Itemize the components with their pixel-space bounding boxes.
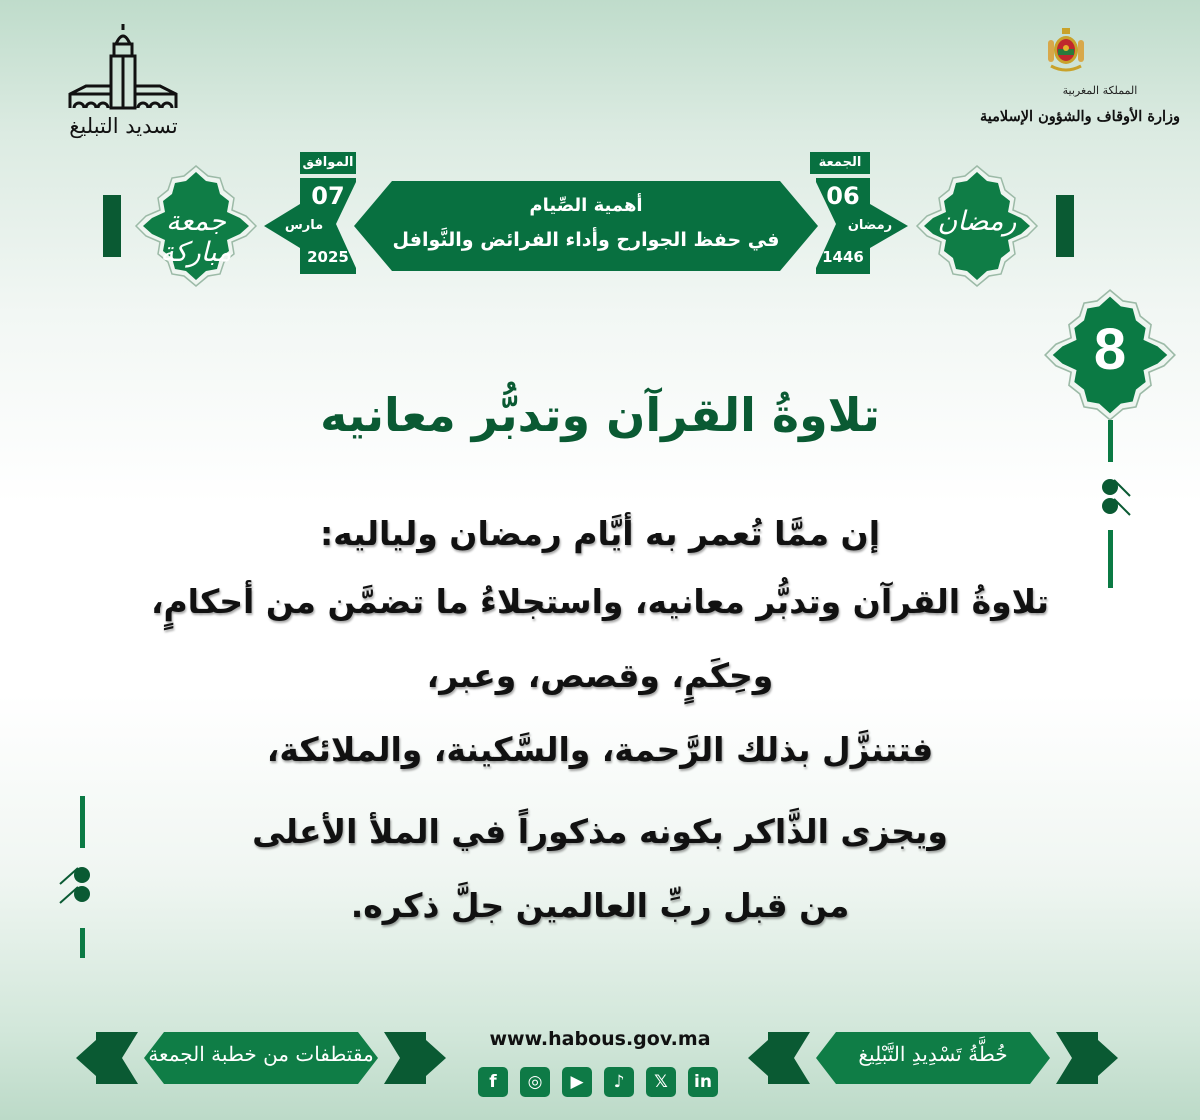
hijri-month: رمضان: [847, 218, 893, 233]
ramadan-rosette: [915, 164, 1039, 288]
divider-line: [1108, 420, 1113, 462]
logo-caption: تسديد التبليغ: [69, 114, 178, 138]
sermon-title-banner: [352, 181, 820, 271]
body-line-2: تلاوةُ القرآن وتدبُّر معانيه، واستجلاءُ ما تضمَّن من أحكامٍ،: [150, 582, 1050, 621]
band-end-bar-right: [1056, 195, 1074, 257]
section-number-badge: [1043, 288, 1177, 422]
hijri-date: [806, 152, 914, 274]
body-line-4: فتتنزَّل بذلك الرَّحمة، والسَّكينة، والملائكة،: [266, 730, 934, 769]
tiktok-icon[interactable]: ♪: [604, 1067, 634, 1097]
band-end-bar-left: [103, 195, 121, 257]
body-line-1: إن ممَّا تُعمر به أيَّام رمضان ولياليه:: [319, 514, 881, 553]
gregorian-year: 2025: [307, 248, 349, 266]
body-line-3: وحِكَمٍ، وقصص، وعبر،: [426, 656, 774, 695]
body-line-6: من قبل ربِّ العالمين جلَّ ذكره.: [350, 886, 850, 925]
hijri-year: 1446: [822, 248, 864, 266]
body-line-5: ويجزى الذَّاكر بكونه مذكوراً في الملأ الأعلى: [252, 812, 948, 851]
instagram-icon[interactable]: ◎: [520, 1067, 550, 1097]
ribbon-right-text: خُطَّةُ تَسْدِيدِ التَّبْلِيغ: [858, 1042, 1008, 1066]
juma-mubaraka-rosette: [134, 164, 258, 288]
sermon-title-line2: في حفظ الجوارح وأداء الفرائض والنَّوافل: [392, 229, 780, 251]
hijri-day: 06: [826, 182, 860, 210]
facebook-icon[interactable]: f: [478, 1067, 508, 1097]
rosette-caption-right: رمضان: [937, 206, 1017, 237]
khutba-excerpts-ribbon: [76, 1030, 446, 1086]
kingdom-text: المملكة المغربية: [1062, 84, 1138, 97]
rosette-caption-left: جمعة مباركة: [160, 206, 232, 268]
royal-emblem-icon: [1045, 28, 1087, 74]
x-twitter-icon[interactable]: 𝕏: [646, 1067, 676, 1097]
quote-mark-ornament-icon: [1096, 474, 1136, 518]
gregorian-day: 07: [311, 182, 345, 210]
ministry-name: وزارة الأوقاف والشؤون الإسلامية: [980, 108, 1180, 125]
tasdid-plan-ribbon: [748, 1030, 1118, 1086]
divider-line: [80, 928, 85, 958]
tasdid-tabligh-logo: [66, 22, 181, 142]
website-link[interactable]: www.habous.gov.ma: [489, 1028, 711, 1050]
gregorian-month: مارس: [284, 218, 324, 233]
linkedin-icon[interactable]: in: [688, 1067, 718, 1097]
section-heading: تلاوةُ القرآن وتدبُّر معانيه: [320, 388, 880, 442]
youtube-icon[interactable]: ▶: [562, 1067, 592, 1097]
hijri-label: الجمعة: [810, 152, 870, 174]
ministry-logo: [975, 24, 1185, 144]
gregorian-label: الموافق: [300, 152, 356, 174]
section-number: 8: [1093, 317, 1127, 382]
mosque-minaret-icon: [66, 22, 181, 112]
social-links: [478, 1067, 718, 1097]
ribbon-left-text: مقتطفات من خطبة الجمعة: [148, 1042, 374, 1066]
sermon-title-line1: أهمية الصِّيام: [529, 195, 643, 216]
